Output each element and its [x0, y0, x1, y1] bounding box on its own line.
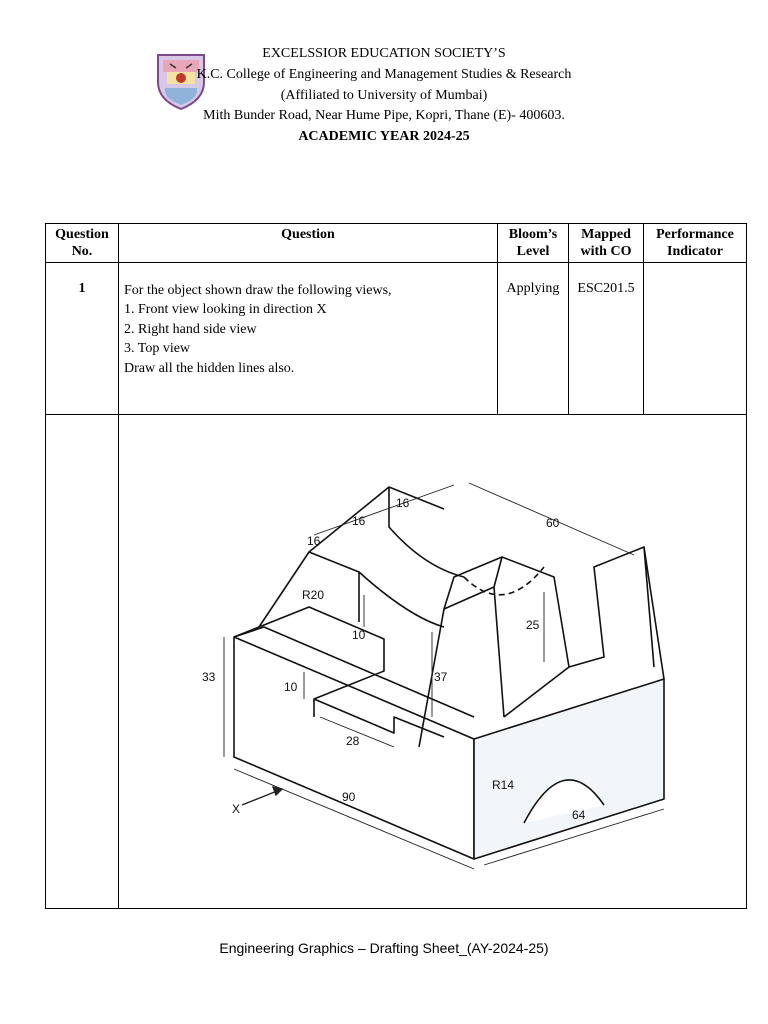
mapped-co-value: ESC201.5	[569, 263, 644, 415]
dim-25: 25	[526, 618, 540, 632]
question-number: 1	[46, 263, 119, 415]
figure-number-cell	[46, 415, 119, 909]
letterhead	[0, 44, 768, 148]
dim-16-a: 16	[307, 534, 321, 548]
society-name: EXCELSSIOR EDUCATION SOCIETY’S	[262, 46, 506, 61]
header-blooms-level: Bloom’s Level	[498, 224, 569, 263]
header-question-no: Question No.	[46, 224, 119, 263]
direction-x-label: X	[232, 802, 241, 816]
dim-r20: R20	[302, 588, 325, 602]
dim-64: 64	[572, 808, 586, 822]
question-table	[45, 223, 747, 909]
dim-33: 33	[202, 670, 216, 684]
address: Mith Bunder Road, Near Hume Pipe, Kopri, Thane (E)- 400603.	[203, 108, 565, 124]
header-mapped-co: Mapped with CO	[569, 224, 644, 263]
academic-year: ACADEMIC YEAR 2024-25	[298, 129, 470, 145]
dim-90: 90	[342, 790, 356, 804]
performance-indicator-value	[644, 263, 747, 415]
question-text: For the object shown draw the following views, 1. Front view looking in direction X 2. Right hand side view 3. Top view Draw all the hidden lines also.	[119, 263, 498, 415]
dim-60: 60	[546, 516, 560, 530]
dim-16-b: 16	[352, 514, 366, 528]
dim-37: 37	[434, 670, 448, 684]
page-footer: Engineering Graphics – Drafting Sheet_(AY-2024-25)	[219, 940, 549, 956]
dim-28: 28	[346, 734, 360, 748]
header-question: Question	[119, 224, 498, 263]
dim-16-c: 16	[396, 496, 410, 510]
figure-row	[46, 415, 747, 909]
table-header-row	[46, 224, 747, 263]
dim-r14: R14	[492, 778, 515, 792]
blooms-level-value: Applying	[498, 263, 569, 415]
dim-10-b: 10	[284, 680, 298, 694]
header-performance-indicator: Performance Indicator	[644, 224, 747, 263]
table-row	[46, 263, 747, 415]
figure-cell	[119, 415, 747, 909]
college-name: K.C. College of Engineering and Management Studies & Research	[196, 66, 572, 82]
dim-10-a: 10	[352, 628, 366, 642]
isometric-drawing	[124, 417, 750, 901]
affiliation: (Affiliated to University of Mumbai)	[280, 87, 488, 103]
